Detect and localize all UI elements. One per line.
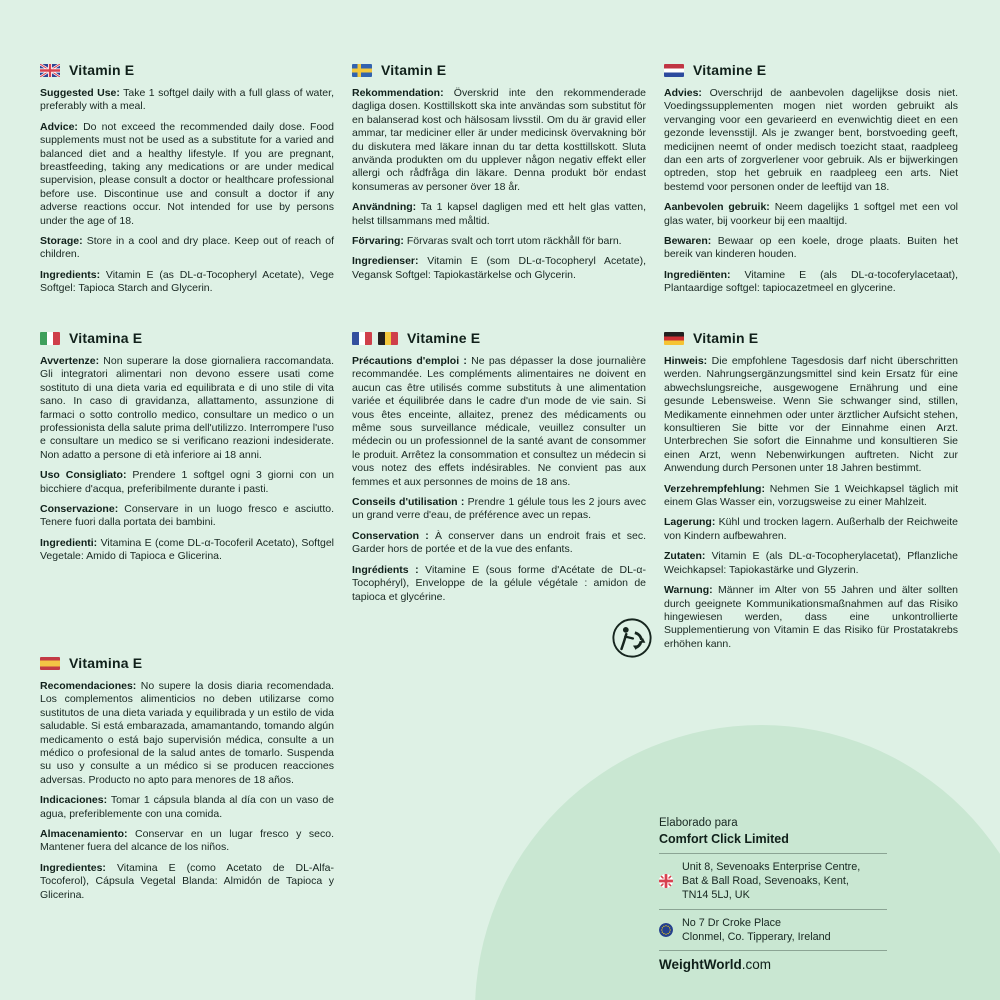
paragraph-label: Lagerung:: [664, 516, 716, 529]
paragraph: [40, 537, 334, 564]
paragraph-label: Uso Consigliato:: [40, 469, 127, 482]
section-english: [40, 62, 334, 296]
paragraph-text: Vitamina E (como Acetato de DL-Alfa-Tocoferol), Cápsula Vegetal Blanda: Almidón de Tapioca y Glicerina.: [40, 861, 335, 901]
ireland-address: [682, 916, 831, 944]
paragraph-label: Hinweis:: [664, 355, 708, 367]
paragraph-label: Ingredienti:: [40, 536, 98, 549]
paragraph-label: Ingrediënten:: [664, 268, 731, 281]
divider: [659, 950, 887, 951]
section-dutch: [664, 62, 958, 296]
paragraph-text: Vitamine E (als DL-α-tocoferylacetaat), Plantaardige softgel: tapiocazetmeel en glycerine.: [664, 268, 958, 295]
paragraph-text: Vitamine E (sous forme d'Acétate de DL-α-Tocophéryl), Enveloppe de la gélule végétale : amidon de tapioca et glycérine.: [352, 563, 646, 603]
paragraph: [352, 87, 646, 194]
paragraph-text: Non superare la dose giornaliera raccomandata. Gli integratori alimentari non devono essere usati come sostituto di una dieta varia ed equilibrata e di uno stile di vita sano. In caso di gravidanza, allattamento, assunzione di farmaci o sotto controllo medico, consultare un medico o un professionista della salute prima dell'utilizzo. Interrompere l'uso e consultare un medico se si verificano reazioni indesiderate. Non adatto a persone di età inferiore ai 18 anni.: [40, 355, 334, 461]
germany-flag-icon: [664, 332, 684, 345]
paragraph: [352, 235, 646, 248]
paragraph-text: Vitamin E (as DL-α-Tocopheryl Acetate), Vege Softgel: Tapioca Starch and Glycerin.: [40, 268, 334, 295]
paragraph-text: Männer im Alter von 55 Jahren und älter sollten durch geeignete Kommunikationsmaßnahmen auf das Risiko hingewiesen werden, dass eine unkontrollierte Supplementierung von Vitamin E das Risiko für Prostatakrebs erhöhen kann.: [664, 584, 959, 650]
uk-address: [682, 860, 860, 903]
paragraph: [40, 862, 334, 902]
paragraph: [40, 794, 334, 821]
paragraph-label: Indicaciones:: [40, 794, 108, 807]
paragraph-text: Take 1 softgel daily with a full glass of water, preferably with a meal.: [40, 87, 334, 113]
paragraph-text: Prendere 1 softgel ogni 3 giorni con un bicchiere d'acqua, preferibilmente durante i pasti.: [40, 469, 334, 495]
divider: [659, 853, 887, 854]
paragraph-text: À conserver dans un endroit frais et sec. Garder hors de portée et de la vue des enfants.: [352, 529, 647, 556]
paragraph-text: Overschrijd de aanbevolen dagelijkse dosis niet. Voedingssupplementen mogen niet worden gebruikt als vervanging voor een gevarieerd en evenwichtig dieet en een gezonde levensstijl. Als je zwanger bent, borstvoeding geeft, medicijnen neemt of onder medisch toezicht staat, raadpleeg dan een arts of zorgverlener voor gebruik. Als er bijwerkingen optreden, stop het gebruik en raadpleeg een arts. Niet bestemd voor personen onder de leeftijd van 18.: [664, 87, 958, 193]
paragraph: [664, 516, 958, 543]
paragraph-text: Nehmen Sie 1 Weichkapsel täglich mit einem Glas Wasser ein, vorzugsweise zu einer Mahlzeit.: [664, 482, 958, 509]
paragraph: [352, 564, 646, 604]
paragraph-label: Bewaren:: [664, 235, 712, 248]
paragraph-text: Die empfohlene Tagesdosis darf nicht überschritten werden. Nahrungsergänzungsmittel sind kein Ersatz für eine abwechslungsreiche, ausgewogene Ernährung und eine gesunde Lebensweise. Wenn Sie schwanger sind, stillen, Medikamente einnehmen oder unter ärztlicher Aufsicht stehen, konsultieren Sie bitte vor der Einnahme einen Arzt. Unterbrechen Sie sofort die Einnahme und konsultieren Sie einen Arzt, wenn Nebenwirkungen auftreten. Nicht zur Anwendung durch Personen unter 18 Jahren bestimmt.: [664, 355, 958, 475]
eu-flag-round-icon: [659, 923, 673, 937]
paragraph-text: Prendre 1 gélule tous les 2 jours avec un grand verre d'eau, de préférence avec un repas.: [352, 496, 647, 522]
paragraph-text: Bewaar op een koele, droge plaats. Buiten het bereik van kinderen houden.: [664, 235, 958, 261]
paragraph-label: Rekommendation:: [352, 87, 444, 99]
paragraph-text: No supere la dosis diaria recomendada. Los complementos alimenticios no deben utilizarse como sustitutos de una dieta variada y equilibrada y un estilo de vida saludable. Si está embarazada, amamantando, tomando algún medicamento o está bajo supervisión médica, consulte a un médico o profesional de la salud antes de tomarlo. Suspenda su uso y consulte a un médico si se producen reacciones adversas. Producto no apto para menores de 18 años.: [40, 680, 334, 786]
section-header: [40, 330, 334, 346]
italy-flag-icon: [40, 332, 60, 345]
paragraph-label: Conservation :: [352, 529, 429, 542]
belgium-flag-icon: [378, 332, 398, 345]
paragraph-text: Do not exceed the recommended daily dose. Food supplements must not be used as a substitute for a varied and balanced diet and a healthy lifestyle. If you are pregnant, breastfeeding, taking any medications or are under medical supervision, please consult a doctor or healthcare professional before use. Discontinue use and consult a doctor if any adverse reactions occur. Not intended for use by persons under the age of 18.: [40, 120, 334, 227]
paragraph: [40, 828, 334, 855]
paragraph-label: Recomendaciones:: [40, 680, 137, 692]
paragraph-label: Précautions d'emploi :: [352, 355, 467, 367]
paragraph: [40, 680, 334, 787]
section-spanish: [40, 655, 334, 902]
paragraph-label: Aanbevolen gebruik:: [664, 201, 770, 214]
section-title: Vitamin E: [69, 62, 135, 78]
brand-suffix: .com: [741, 957, 772, 973]
section-header: [664, 62, 958, 78]
paragraph: [352, 530, 646, 557]
paragraph-text: Conservar en un lugar fresco y seco. Mantener fuera del alcance de los niños.: [40, 828, 334, 854]
paragraph-text: Ta 1 kapsel dagligen med ett helt glas vatten, helst tillsammans med måltid.: [352, 201, 646, 227]
address-line: Bat & Ball Road, Sevenoaks, Kent,: [682, 875, 849, 888]
paragraph-label: Zutaten:: [664, 550, 706, 563]
paragraph-label: Warnung:: [664, 584, 713, 597]
paragraph: [40, 87, 334, 114]
sweden-flag-icon: [352, 64, 372, 77]
paragraph-label: Ingrédients :: [352, 563, 419, 576]
paragraph-label: Suggested Use:: [40, 87, 120, 99]
paragraph-label: Verzehrempfehlung:: [664, 482, 765, 495]
paragraph-label: Almacenamiento:: [40, 828, 128, 841]
paragraph-text: Vitamin E (som DL-α-Tocopheryl Acetate), Vegansk Softgel: Tapiokastärkelse och Glycerin.: [352, 255, 646, 281]
paragraph: [352, 255, 646, 282]
paragraph: [352, 496, 646, 523]
paragraph: [664, 550, 958, 577]
section-swedish: [352, 62, 646, 282]
paragraph-label: Ingredienser:: [352, 255, 419, 268]
paragraph-text: Förvaras svalt och torrt utom räckhåll för barn.: [406, 235, 622, 248]
uk-address-row: [659, 860, 887, 903]
paragraph: [352, 201, 646, 228]
uk-flag-round-icon: [659, 874, 673, 888]
paragraph-label: Conservazione:: [40, 503, 119, 516]
brand-logo: [659, 957, 887, 972]
paragraph: [664, 201, 958, 228]
section-title: Vitamina E: [69, 655, 143, 671]
paragraph-text: Tomar 1 cápsula blanda al día con un vaso de agua, preferiblemente con una comida.: [40, 794, 334, 820]
section-header: [40, 62, 334, 78]
section-title: Vitamine E: [693, 62, 767, 78]
france-flag-icon: [352, 332, 372, 345]
paragraph-text: Ne pas dépasser la dose journalière recommandée. Les compléments alimentaires ne doivent en aucun cas être utilisés comme substituts à une alimentation variée et équilibrée dans le cadre d'un mode de vie sain. Si vous êtes enceinte, allaitez, prenez des médicaments ou même sous surveillance médicale, veuillez consulter un médecin ou un professionnel de la santé avant de consommer le produit. Arrêtez la consommation et consultez un médecin si vous notez des effets indésirables. Ne convient pas aux femmes et aux personnes de moins de 18 ans.: [352, 355, 646, 488]
paragraph: [664, 355, 958, 476]
manufacturer-block: [659, 816, 887, 972]
paragraph: [664, 584, 958, 651]
paragraph: [352, 355, 646, 489]
section-italian: [40, 330, 334, 564]
address-line: TN14 5LJ, UK: [682, 889, 750, 902]
uk-flag-icon: [40, 64, 60, 77]
paragraph: [664, 483, 958, 510]
paragraph-text: Vitamin E (als DL-α-Tocopherylacetat), Pflanzliche Weichkapsel: Tapiokastärke und Glyzerin.: [664, 550, 958, 576]
paragraph-label: Avvertenze:: [40, 355, 100, 367]
paragraph-label: Advice:: [40, 120, 78, 133]
paragraph-label: Advies:: [664, 87, 702, 99]
paragraph-label: Ingredients:: [40, 268, 101, 281]
section-title: Vitamine E: [407, 330, 481, 346]
paragraph: [40, 235, 334, 262]
section-header: [40, 655, 334, 671]
ireland-address-row: [659, 916, 887, 944]
section-title: Vitamin E: [693, 330, 759, 346]
paragraph: [664, 87, 958, 194]
section-header: [664, 330, 958, 346]
section-header: [352, 330, 646, 346]
section-title: Vitamina E: [69, 330, 143, 346]
paragraph-text: Neem dagelijks 1 softgel met een vol glas water, bij voorkeur bij een maaltijd.: [664, 201, 958, 227]
spain-flag-icon: [40, 657, 60, 670]
triman-recycling-icon: [611, 617, 653, 659]
section-german: [664, 330, 958, 651]
paragraph-text: Conservare in un luogo fresco e asciutto. Tenere fuori dalla portata dei bambini.: [40, 503, 335, 529]
paragraph-label: Användning:: [352, 201, 417, 214]
paragraph-text: Store in a cool and dry place. Keep out of reach of children.: [40, 235, 334, 261]
brand-name: WeightWorld: [659, 957, 742, 973]
section-title: Vitamin E: [381, 62, 447, 78]
address-line: No 7 Dr Croke Place: [682, 916, 782, 929]
paragraph: [40, 121, 334, 228]
address-line: Clonmel, Co. Tipperary, Ireland: [682, 930, 831, 943]
paragraph: [40, 469, 334, 496]
made-for-label: Elaborado para: [659, 817, 738, 829]
divider: [659, 909, 887, 910]
address-line: Unit 8, Sevenoaks Enterprise Centre,: [682, 861, 861, 873]
paragraph-label: Ingredientes:: [40, 861, 106, 874]
paragraph-label: Storage:: [40, 235, 83, 248]
paragraph: [664, 269, 958, 296]
netherlands-flag-icon: [664, 64, 684, 77]
section-french: [352, 330, 646, 604]
paragraph: [40, 355, 334, 462]
paragraph-text: Kühl und trocken lagern. Außerhalb der Reichweite von Kindern aufbewahren.: [664, 516, 958, 542]
paragraph: [664, 235, 958, 262]
paragraph-text: Överskrid inte den rekommenderade dagliga dosen. Kosttillskott ska inte användas som substitut för en balanserad kost och hälsosam livsstil. Om du är gravid eller ammar, tar mediciner eller är under medicinsk övervakning bör du diskutera med läkare innan du tar detta kosttillskott. Sluta använda produkten om du upplever någon negativ effekt eller allergi och rådfråga din läkare. Denna produkt bör endast konsumeras av personer över 18 år.: [352, 87, 646, 193]
paragraph: [40, 269, 334, 296]
paragraph-label: Förvaring:: [352, 235, 404, 248]
paragraph-label: Conseils d'utilisation :: [352, 496, 465, 509]
paragraph: [40, 503, 334, 530]
section-header: [352, 62, 646, 78]
paragraph-text: Vitamina E (come DL-α-Tocoferil Acetato), Softgel Vegetale: Amido di Tapioca e Glicerina.: [40, 536, 335, 563]
company-name: Comfort Click Limited: [659, 832, 789, 846]
